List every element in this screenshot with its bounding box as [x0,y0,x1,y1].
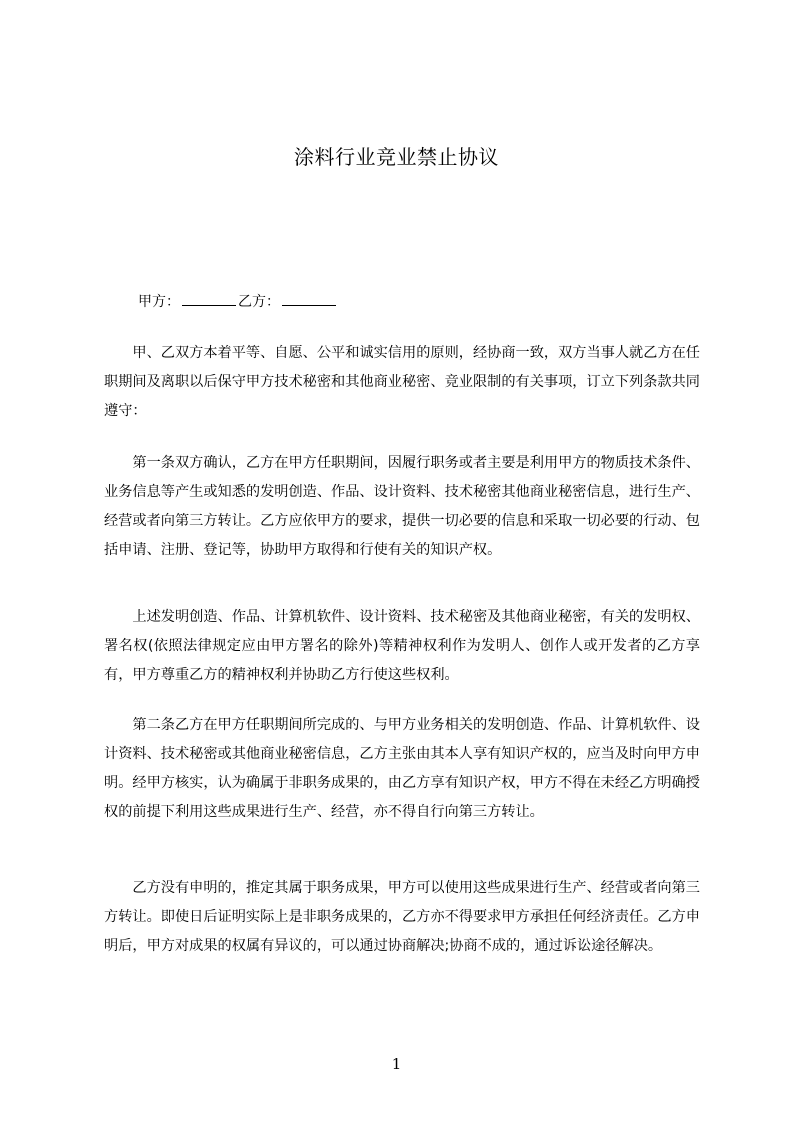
paragraph-undeclared-results: 乙方没有申明的，推定其属于职务成果，甲方可以使用这些成果进行生产、经营或者向第三方转让。即使日后证明实际上是非职务成果的，乙方亦不得要求甲方承担任何经济责任。乙方申明后，甲方对成果的权属有异议的，可以通过协商解决;协商不成的，通过诉讼途径解决。 [104,880,700,954]
party-a-label: 甲方： [138,294,180,310]
paragraph-article-2: 第二条乙方在甲方任职期间所完成的、与甲方业务相关的发明创造、作品、计算机软件、设计资料、技术秘密或其他商业秘密信息，乙方主张由其本人享有知识产权的，应当及时向甲方申明。经甲方核实，认为确属于非职务成果的，由乙方享有知识产权，甲方不得在未经乙方明确授权的前提下利用这些成果进行生产、经营，亦不得自行向第三方转让。 [104,717,700,820]
party-b-blank [282,290,336,306]
document-title: 涂料行业竞业禁止协议 [294,145,499,169]
party-a-blank [182,290,236,306]
paragraph-moral-rights: 上述发明创造、作品、计算机软件、设计资料、技术秘密及其他商业秘密，有关的发明权、署名权(依照法律规定应由甲方署名的除外)等精神权利作为发明人、创作人或开发者的乙方享有，甲方尊重乙方的精神权利并协助乙方行使这些权利。 [104,609,700,683]
parties-line [138,290,338,313]
paragraph-article-1: 第一条双方确认，乙方在甲方任职期间，因履行职务或者主要是利用甲方的物质技术条件、业务信息等产生或知悉的发明创造、作品、设计资料、技术秘密其他商业秘密信息，进行生产、经营或者向第三方转让。乙方应依甲方的要求，提供一切必要的信息和采取一切必要的行动、包括申请、注册、登记等，协助甲方取得和行使有关的知识产权。 [104,455,700,558]
party-b-label: 乙方： [238,294,280,310]
paragraph-preamble: 甲、乙双方本着平等、自愿、公平和诚实信用的原则，经协商一致，双方当事人就乙方在任职期间及离职以后保守甲方技术秘密和其他商业秘密、竞业限制的有关事项，订立下列条款共同遵守： [104,345,700,419]
page-number: 1 [391,1055,402,1073]
